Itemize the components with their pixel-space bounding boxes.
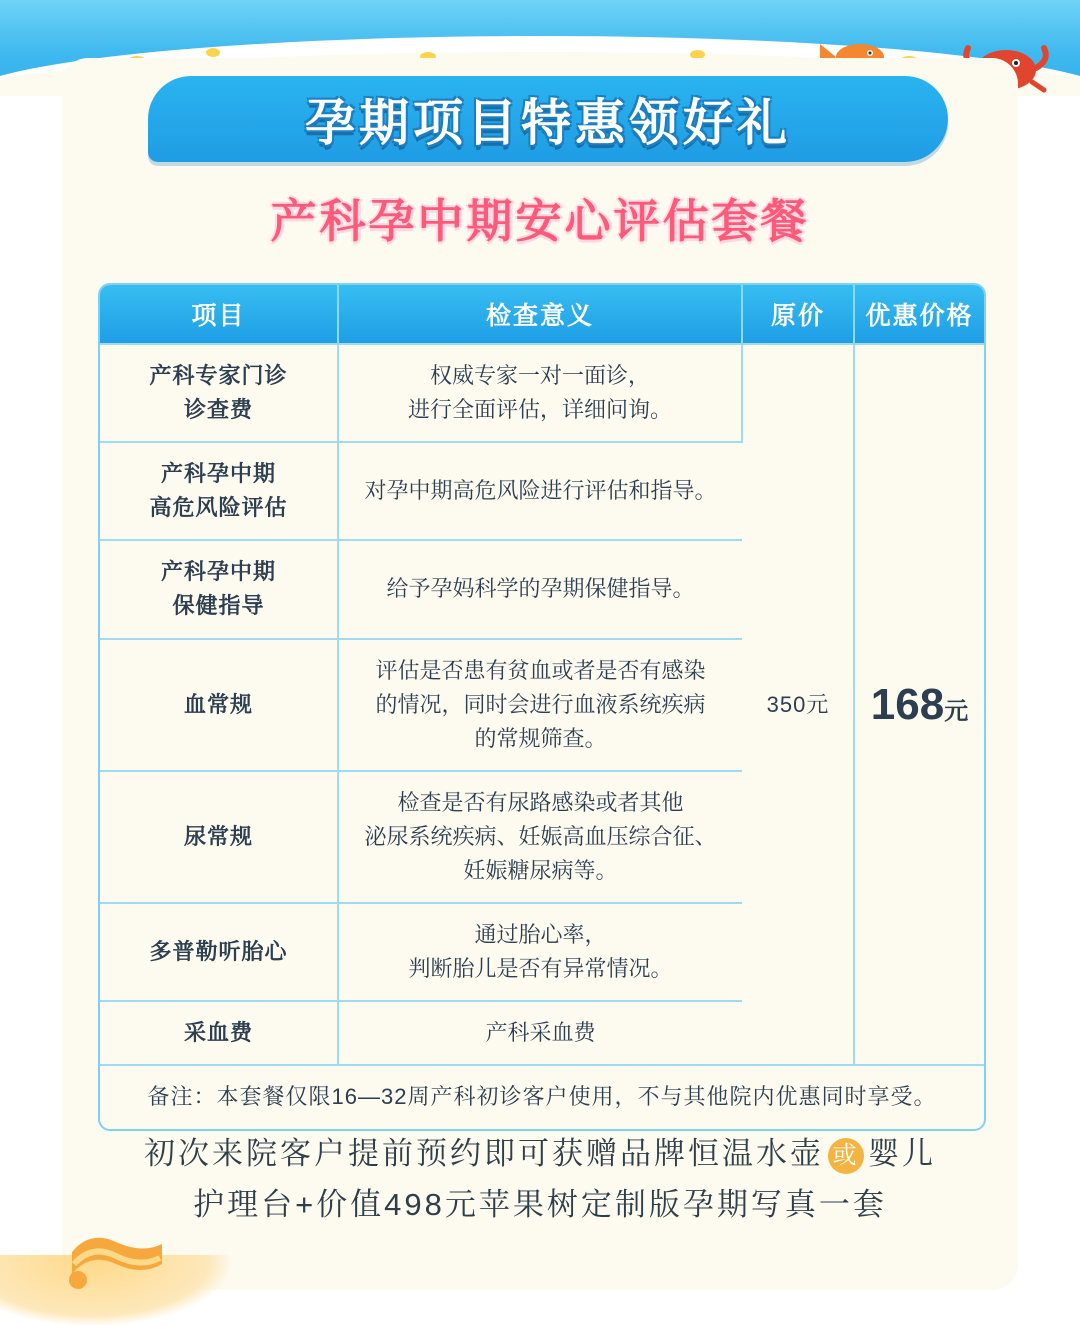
sand-dot [206, 48, 220, 57]
th-meaning: 检查意义 [338, 285, 742, 344]
meaning-line: 评估是否患有贫血或者是否有感染 [375, 657, 706, 683]
item-line: 采血费 [183, 1020, 253, 1046]
meaning-line: 泌尿系统疾病、妊娠高血压综合征、 [364, 823, 717, 849]
item-line: 诊查费 [183, 397, 253, 423]
meaning-line: 权威专家一对一面诊， [429, 363, 650, 388]
item-line: 尿常规 [183, 823, 253, 849]
th-item: 项目 [100, 285, 338, 344]
ribbon-title-text: 孕期项目特惠领好礼 [305, 95, 791, 151]
or-badge: 或 [828, 1138, 864, 1174]
original-price-cell: 350元 [742, 344, 854, 1065]
table-note: 备注：本套餐仅限16—32周产科初诊客户使用，不与其他院内优惠同时享受。 [100, 1065, 984, 1128]
row-item [100, 540, 338, 638]
row-item [100, 344, 338, 442]
row-meaning [338, 639, 742, 771]
row-meaning [338, 540, 742, 638]
item-line: 产科孕中期 [160, 461, 276, 487]
meaning-line: 产科采血费 [485, 1020, 596, 1046]
meaning-line: 的情况，同时会进行血液系统疾病 [375, 691, 706, 717]
meaning-line: 对孕中期高危风险进行评估和指导。 [364, 478, 717, 504]
row-item [100, 903, 338, 1001]
footer-line1-part1: 初次来院客户提前预约即可获赠品牌恒温水壶 [144, 1136, 824, 1171]
row-meaning [338, 442, 742, 540]
item-line: 产科孕中期 [160, 559, 276, 585]
promo-price-number: 168 [870, 679, 945, 729]
promo-price-cell [854, 344, 984, 1065]
meaning-line: 给予孕妈科学的孕期保健指导。 [386, 576, 695, 602]
row-meaning [338, 771, 742, 903]
row-item [100, 1001, 338, 1065]
page-subtitle: 产科孕中期安心评估套餐 [270, 195, 810, 247]
footer-line-2: 护理台+价值498元苹果树定制版孕期写真一套 [193, 1187, 887, 1223]
item-line: 血常规 [183, 691, 253, 717]
package-table [98, 283, 986, 1131]
table-header-row [100, 285, 984, 344]
item-line: 高危风险评估 [149, 495, 288, 521]
meaning-line: 检查是否有尿路感染或者其他 [397, 789, 684, 815]
item-line: 保健指导 [172, 593, 265, 619]
row-meaning [338, 1001, 742, 1065]
row-item [100, 639, 338, 771]
shell-icon [62, 1222, 172, 1308]
th-original-price: 原价 [742, 285, 854, 344]
meaning-line: 通过胎心率， [474, 922, 607, 948]
meaning-line: 妊娠糖尿病等。 [463, 858, 618, 884]
th-promo-price: 优惠价格 [854, 285, 984, 344]
title-ribbon [148, 76, 948, 162]
meaning-line: 的常规筛查。 [474, 725, 607, 751]
row-meaning [338, 344, 742, 442]
row-item [100, 771, 338, 903]
footer-line1-part2: 婴儿 [868, 1136, 936, 1171]
footer-line-1 [0, 1128, 1080, 1179]
meaning-line: 进行全面评估，详细问询。 [407, 397, 672, 423]
row-item [100, 442, 338, 540]
item-line: 多普勒听胎心 [149, 939, 288, 965]
item-line: 产科专家门诊 [149, 363, 288, 388]
promo-price-unit: 元 [944, 697, 969, 725]
row-meaning [338, 903, 742, 1001]
footer-promo-text [0, 1128, 1080, 1230]
table-row [100, 344, 984, 442]
meaning-line: 判断胎儿是否有异常情况。 [408, 956, 673, 982]
table-note-row [100, 1065, 984, 1128]
